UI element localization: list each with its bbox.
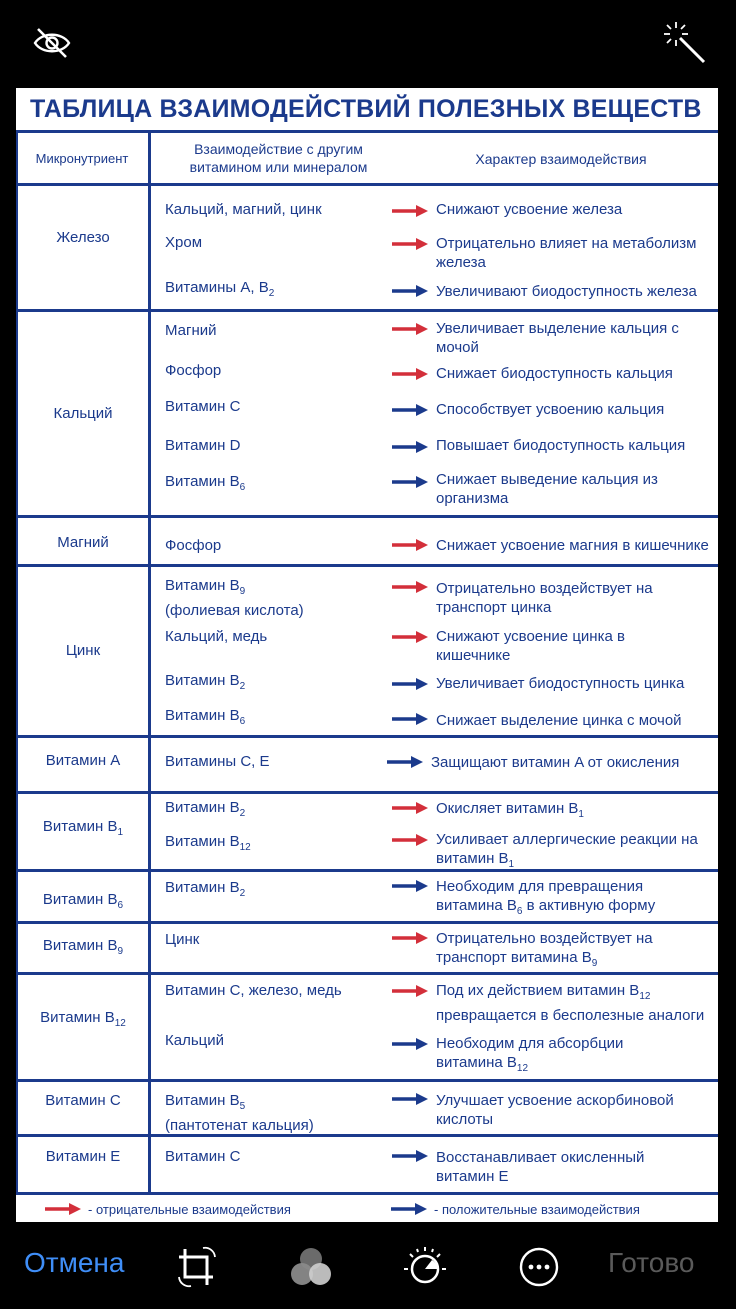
effect-cell: Увеличивает выделение кальция с мочой: [436, 320, 679, 356]
effect-cell: Улучшает усвоение аскорбиновой кислоты: [436, 1092, 674, 1128]
divider: [16, 309, 718, 312]
positive-arrow-icon: [390, 440, 430, 454]
negative-arrow-icon: [390, 833, 430, 847]
done-button[interactable]: Готово: [608, 1247, 695, 1278]
effect-cell: Снижает выведение кальция из организма: [436, 471, 658, 507]
positive-arrow-icon: [388, 1202, 430, 1216]
negative-arrow-icon: [390, 630, 430, 644]
partner-cell: Витамин $B_5$ (пантотенат кальция): [165, 1092, 314, 1134]
adjust-dial-icon[interactable]: [402, 1244, 448, 1290]
positive-arrow-icon: [390, 1037, 430, 1051]
nutrient-label: Витамин $B_6$: [42, 891, 124, 911]
filters-icon[interactable]: [286, 1244, 336, 1290]
positive-arrow-icon: [390, 1149, 430, 1163]
negative-arrow-icon: [390, 931, 430, 945]
effect-cell: Отрицательно воздействует на транспорт цинка: [436, 580, 653, 616]
effect-cell: Защищают витамин A от окисления: [431, 754, 680, 771]
effect-cell: Усиливает аллергические реакции на витамин $B_1$: [436, 831, 698, 870]
partner-cell: Витамины A, $B_2$: [165, 279, 275, 299]
negative-arrow-icon: [390, 801, 430, 815]
nutrient-label: Цинк: [65, 642, 101, 659]
negative-arrow-icon: [390, 204, 430, 218]
negative-arrow-icon: [42, 1202, 84, 1216]
partner-cell: Витамин $B_2$: [165, 879, 246, 899]
divider: [16, 515, 718, 518]
divider: [16, 791, 718, 794]
partner-cell: Витамины C, E: [165, 753, 270, 770]
nutrient-label: Витамин E: [45, 1148, 121, 1165]
partner-cell: Цинк: [165, 931, 200, 948]
more-icon[interactable]: [516, 1244, 562, 1290]
nutrient-label: Витамин $B_{12}$: [40, 1009, 126, 1029]
positive-arrow-icon: [390, 403, 430, 417]
divider: [16, 1192, 718, 1195]
nutrient-label: Магний: [57, 534, 109, 551]
effect-cell: Под их действием витамин $B_{12}$ превращается в бесполезные аналоги: [436, 982, 705, 1024]
divider: [16, 1079, 718, 1082]
effect-cell: Окисляет витамин $B_1$: [436, 800, 584, 820]
effect-cell: Увеличивает биодоступность цинка: [436, 675, 685, 692]
effect-cell: Необходим для абсорбции витамина $B_{12}$: [436, 1035, 624, 1074]
effect-cell: Снижает выделение цинка с мочой: [436, 712, 682, 729]
header-interaction-type: Характер взаимодействия: [475, 151, 647, 167]
partner-cell: Витамин C: [165, 398, 241, 415]
negative-arrow-icon: [390, 580, 430, 594]
positive-arrow-icon: [390, 475, 430, 489]
effect-cell: Снижают усвоение цинка в кишечнике: [436, 628, 625, 664]
editor-top-bar: [0, 0, 736, 88]
positive-arrow-icon: [390, 879, 430, 893]
partner-cell: Витамин $B_2$: [165, 799, 246, 819]
legend-negative-label: - отрицательные взаимодействия: [88, 1201, 291, 1217]
partner-cell: Фосфор: [165, 537, 222, 554]
effect-cell: Снижает усвоение магния в кишечнике: [436, 537, 709, 554]
divider: [16, 921, 718, 924]
legend-negative: [42, 1196, 291, 1222]
partner-cell: Витамин $B_2$: [165, 672, 246, 692]
partner-cell: Витамин C: [165, 1148, 241, 1165]
nutrient-label: Витамин $B_1$: [42, 818, 124, 838]
nutrient-label: Железо: [56, 229, 110, 246]
nutrient-label: Витамин A: [45, 752, 121, 769]
positive-arrow-icon: [390, 677, 430, 691]
negative-arrow-icon: [390, 237, 430, 251]
partner-cell: Кальций, медь: [165, 628, 268, 645]
partner-cell: Магний: [165, 322, 217, 339]
effect-cell: Способствует усвоению кальция: [436, 401, 665, 418]
partner-cell: Витамин $B_{12}$: [165, 833, 251, 853]
partner-cell: Витамин $B_6$: [165, 707, 246, 727]
negative-arrow-icon: [390, 322, 430, 336]
partner-cell: Кальций, магний, цинк: [165, 201, 322, 218]
partner-cell: Кальций: [165, 1032, 224, 1049]
header-interaction-partner: Взаимодействие с другим витамином или минералом: [189, 141, 368, 175]
nutrient-label: Витамин $B_9$: [42, 937, 124, 957]
partner-cell: Хром: [165, 234, 203, 251]
effect-cell: Восстанавливает окисленный витамин E: [436, 1149, 645, 1185]
effect-cell: Необходим для превращения витамина $B_6$ в активную форму: [436, 878, 656, 917]
effect-cell: Снижает биодоступность кальция: [436, 365, 673, 382]
partner-cell: Витамин $B_9$ (фолиевая кислота): [165, 577, 304, 619]
hide-icon[interactable]: [30, 24, 74, 62]
negative-arrow-icon: [390, 367, 430, 381]
positive-arrow-icon: [390, 712, 430, 726]
effect-cell: Отрицательно влияет на метаболизм железа: [436, 235, 697, 271]
negative-arrow-icon: [390, 984, 430, 998]
legend-positive: [388, 1196, 640, 1222]
partner-cell: Фосфор: [165, 362, 222, 379]
effect-cell: Снижают усвоение железа: [436, 201, 623, 218]
positive-arrow-icon: [390, 284, 430, 298]
magic-wand-icon[interactable]: [660, 20, 710, 66]
partner-cell: Витамин D: [165, 437, 241, 454]
column-divider: [16, 130, 18, 1195]
cancel-button[interactable]: Отмена: [24, 1247, 125, 1278]
interaction-table: [16, 88, 718, 1222]
nutrient-label: Кальций: [53, 405, 113, 422]
effect-cell: Повышает биодоступность кальция: [436, 437, 686, 454]
crop-rotate-icon[interactable]: [174, 1244, 220, 1290]
legend-positive-label: - положительные взаимодействия: [434, 1201, 640, 1217]
nutrient-label: Витамин C: [45, 1092, 121, 1109]
table-title: ТАБЛИЦА ВЗАИМОДЕЙСТВИЙ ПОЛЕЗНЫХ ВЕЩЕСТВ: [30, 95, 702, 123]
positive-arrow-icon: [385, 755, 425, 769]
effect-cell: Отрицательно воздействует на транспорт витамина $B_9$: [436, 930, 653, 969]
partner-cell: Витамин C, железо, медь: [165, 982, 342, 999]
header-micronutrient: Микронутриент: [35, 151, 129, 166]
negative-arrow-icon: [390, 538, 430, 552]
divider: [16, 130, 718, 133]
partner-cell: Витамин $B_6$: [165, 473, 246, 493]
divider: [16, 564, 718, 567]
divider: [16, 183, 718, 186]
divider: [16, 735, 718, 738]
effect-cell: Увеличивают биодоступность железа: [436, 283, 697, 300]
positive-arrow-icon: [390, 1092, 430, 1106]
